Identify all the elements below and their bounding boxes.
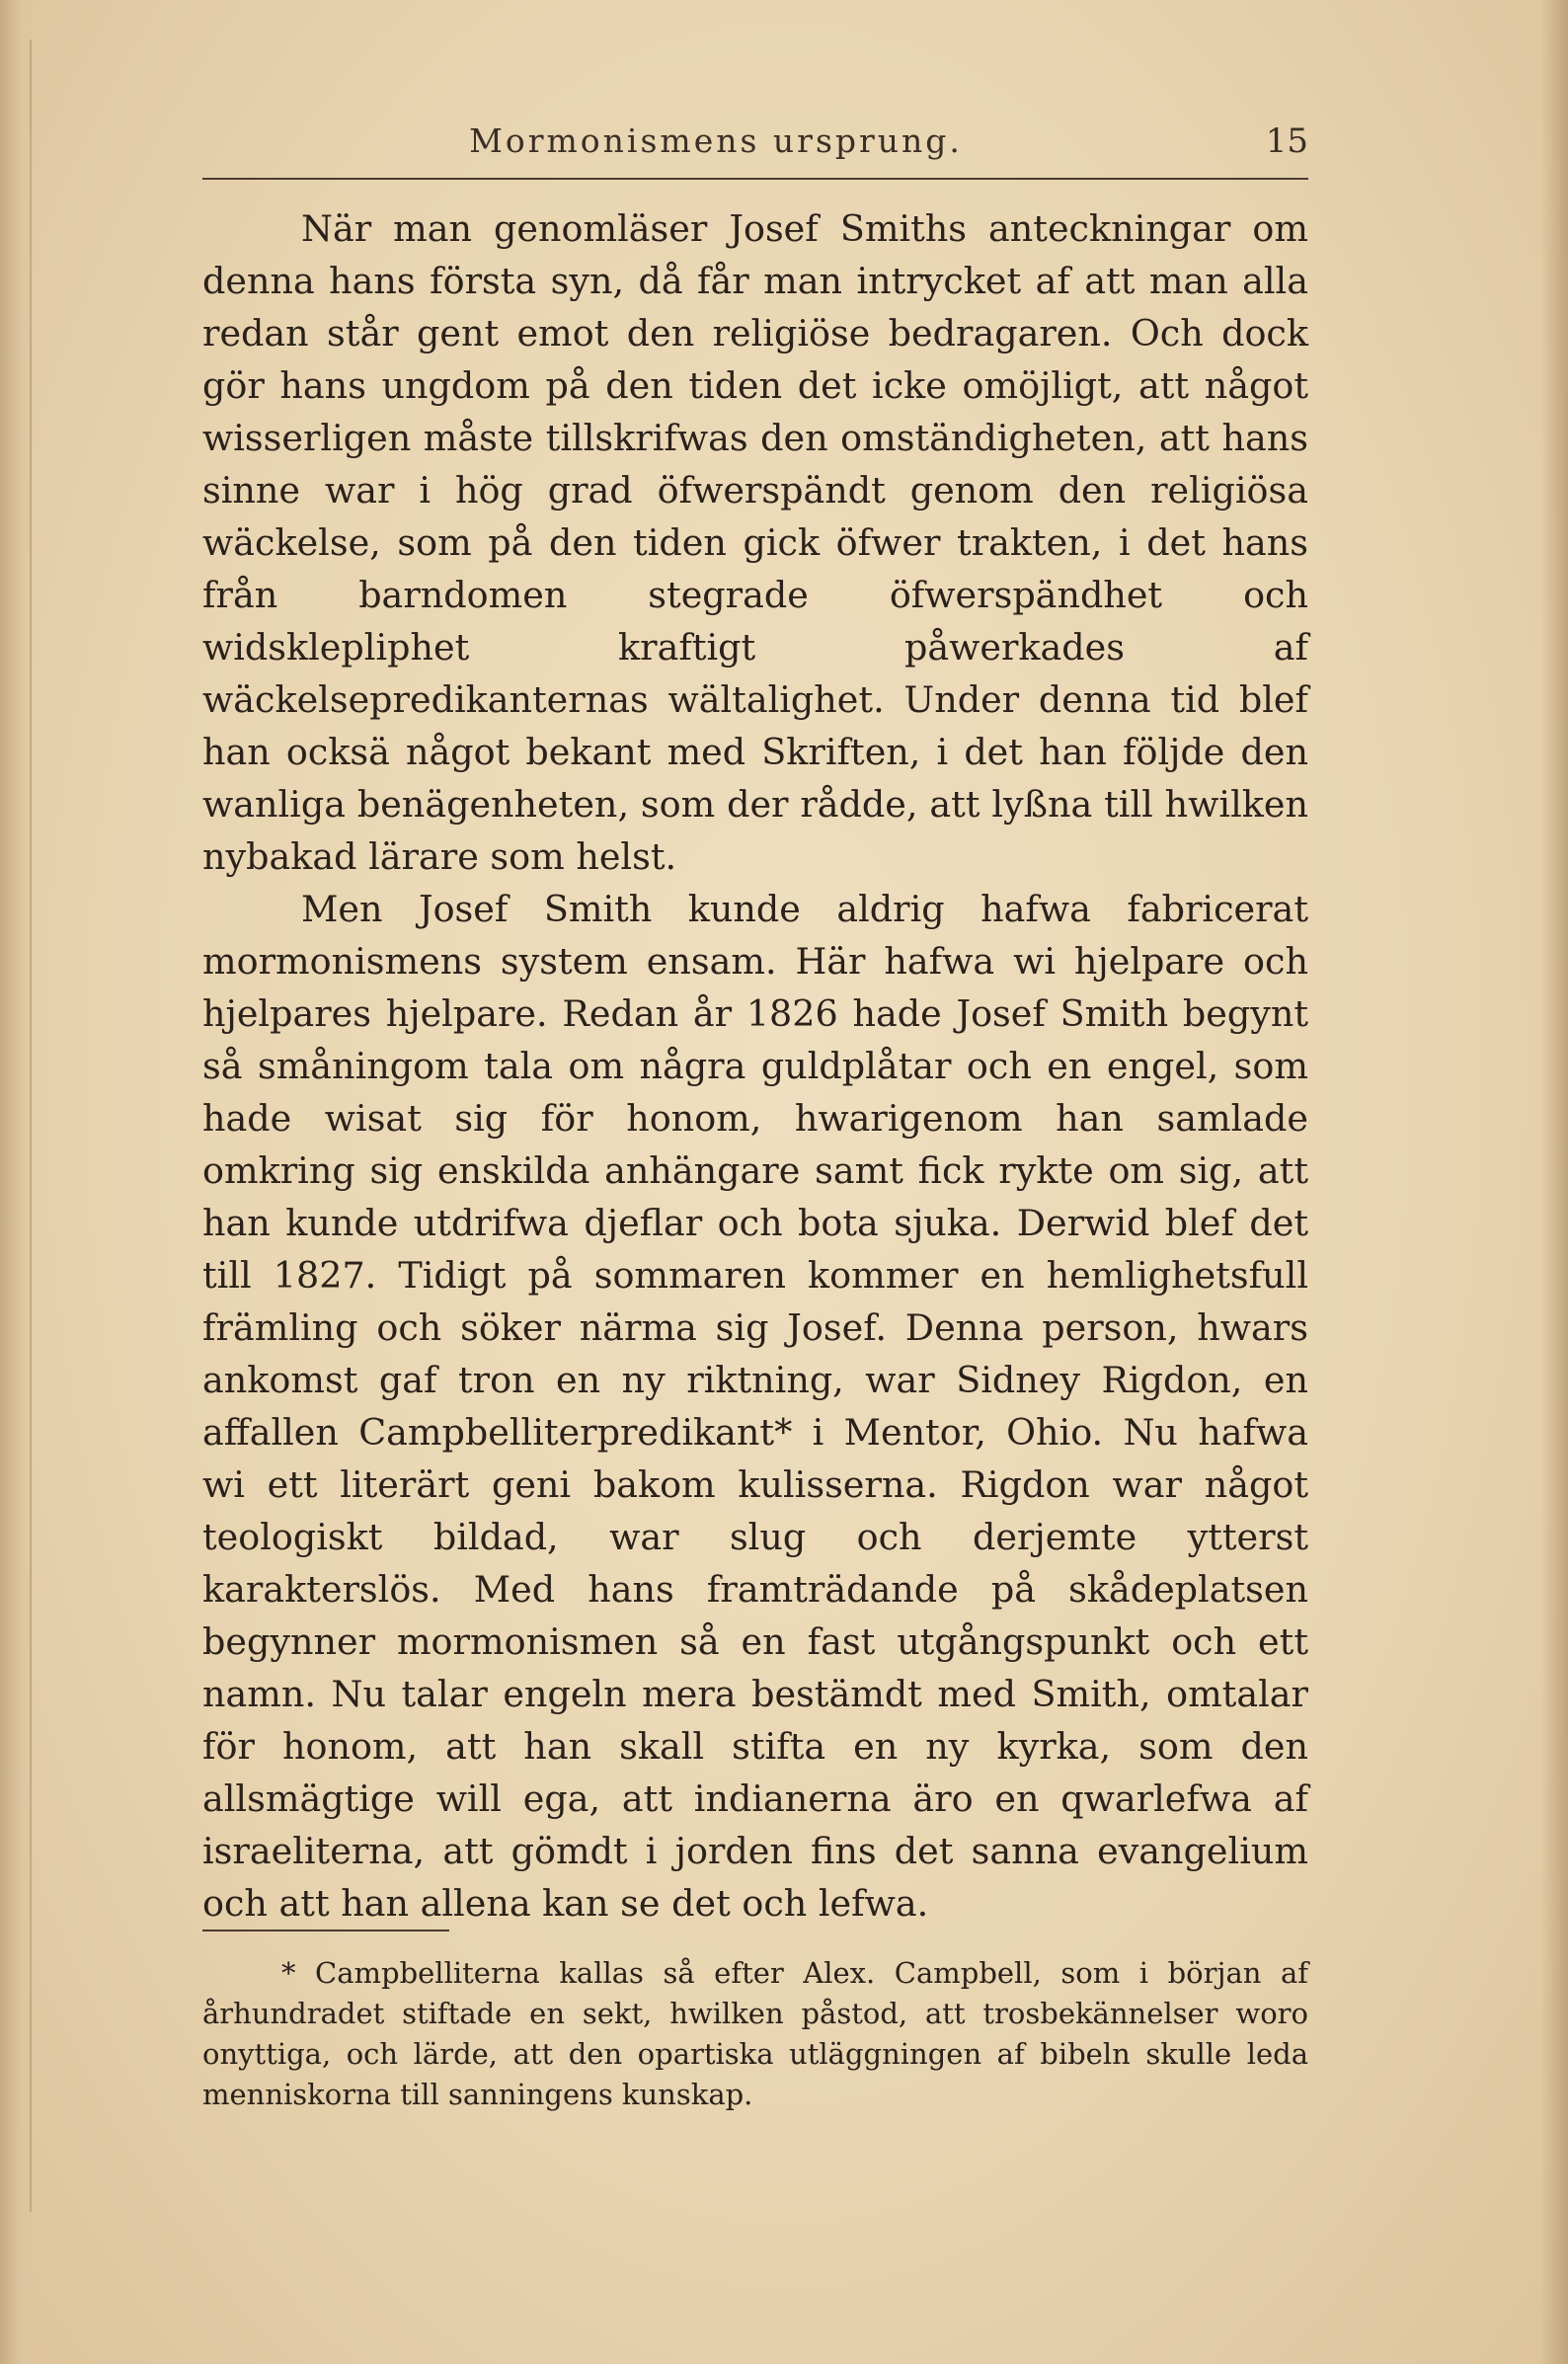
footnote: * Campbelliterna kallas så efter Alex. Campbell, som i början af århundradet stiftade en sekt, hwilken påstod, att trosbekännelser woro onyttiga, och lärde, att den opartiska utläggningen af bibeln skulle leda menniskorna till sanningens kunskap. [202, 1956, 1308, 2111]
page-number: 15 [1265, 121, 1308, 161]
binding-line [30, 39, 32, 2212]
footnote-rule [202, 1930, 449, 1931]
paragraph: När man genomläser Josef Smiths anteckningar om denna hans första syn, då får man intrycket af att man alla redan står gent emot den religiöse bedragaren. Och dock gör hans ungdom på den tiden det icke omöjligt, att något wisserligen måste tillskrifwas den omständigheten, att hans sinne war i hög grad öfwerspändt genom den religiösa wäckelse, som på den tiden gick öfwer trakten, i det hans från barndomen stegrade öfwerspändhet och widsklepliphet kraftigt påwerkades af wäckelsepredikanternas wältalighet. Under denna tid blef han ocksä något bekant med Skriften, i det han följde den wanliga benägenheten, som der rådde, att lyßna till hwilken nybakad lärare som helst. [202, 207, 1308, 878]
page-edge-shadow [1540, 0, 1568, 2364]
paragraph: Men Josef Smith kunde aldrig hafwa fabricerat mormonismens system ensam. Här hafwa wi hjelpare och hjelpares hjelpare. Redan år 1826 hade Josef Smith begynt så småningom tala om några guldplåtar och en engel, som hade wisat sig för honom, hwarigenom han samlade omkring sig enskilda anhängare samt fick rykte om sig, att han kunde utdrifwa djeflar och bota sjuka. Derwid blef det till 1827. Tidigt på sommaren kommer en hemlighetsfull främling och söker närma sig Josef. Denna person, hwars ankomst gaf tron en ny riktning, war Sidney Rigdon, en affallen Campbelliterpredikant* i Mentor, Ohio. Nu hafwa wi ett literärt geni bakom kulisserna. Rigdon war något teologiskt bildad, war slug och derjemte ytterst karakterslös. Med hans framträdande på skådeplatsen begynner mormonismen så en fast utgångspunkt och ett namn. Nu talar engeln mera bestämdt med Smith, omtalar för honom, att han skall stifta en ny kyrka, som den allsmägtige will ega, att indianerna äro en qwarlefwa af israeliterna, att gömdt i jorden fins det sanna evangelium och att han allena kan se det och lefwa. [202, 888, 1308, 1925]
header-rule [202, 178, 1308, 180]
body-text [202, 202, 1308, 1930]
running-title: Mormonismens ursprung. [469, 121, 963, 160]
page-header [202, 114, 1308, 173]
